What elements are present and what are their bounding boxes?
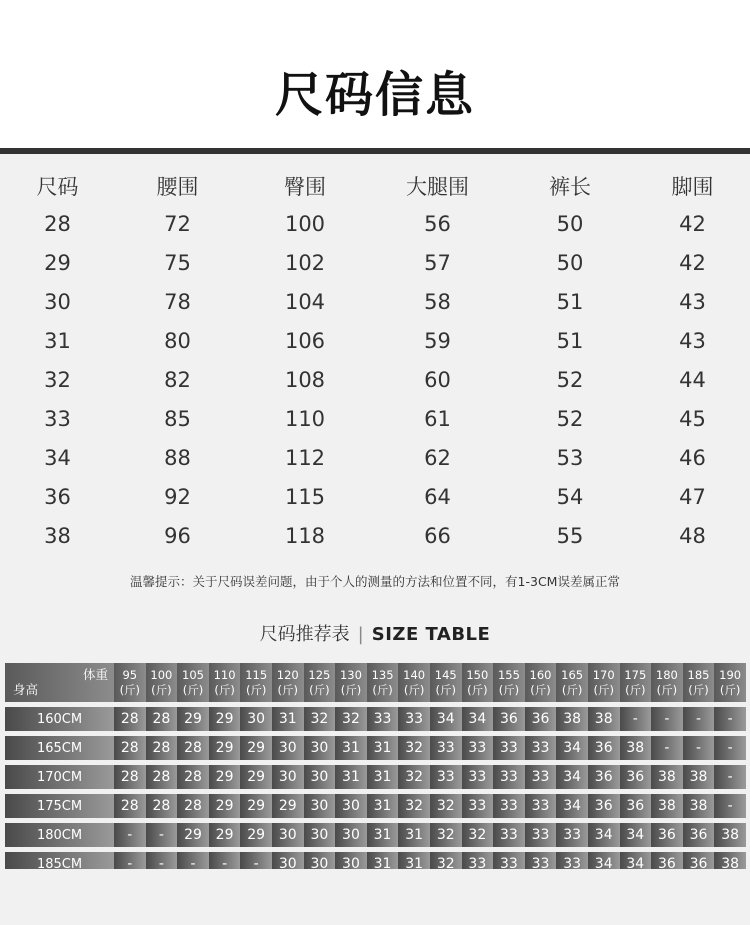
weight-header-cell	[114, 663, 146, 702]
size-cell: 33	[493, 765, 525, 789]
size-cell: 29	[177, 823, 209, 847]
table-cell: 36	[44, 484, 71, 509]
size-cell: 31	[367, 765, 399, 789]
height-cell: 175CM	[5, 794, 114, 818]
size-cell: 33	[493, 736, 525, 760]
weight-unit: (斤)	[245, 682, 267, 697]
table-cell: 61	[424, 406, 451, 431]
size-cell: 28	[114, 794, 146, 818]
size-cell: 38	[714, 852, 746, 869]
recommend-row	[5, 823, 746, 847]
size-cell: 38	[683, 794, 715, 818]
size-cell: 38	[714, 823, 746, 847]
size-cell: 33	[525, 852, 557, 869]
table-cell: 48	[679, 523, 706, 548]
size-cell: -	[620, 707, 652, 731]
size-cell: 30	[272, 823, 304, 847]
size-cell: 30	[335, 794, 367, 818]
size-cell: 38	[651, 765, 683, 789]
table-cell: 50	[556, 250, 584, 275]
weight-header-cell	[714, 663, 746, 702]
weight-header-cell	[462, 663, 494, 702]
weight-value: 145	[434, 667, 457, 682]
table-cell: 110	[284, 406, 326, 431]
table-row	[0, 243, 750, 282]
size-cell: 36	[651, 823, 683, 847]
corner-cell	[5, 663, 114, 702]
size-cell: 32	[398, 765, 430, 789]
size-cell: 32	[304, 707, 336, 731]
recommend-row	[5, 736, 746, 760]
weight-value: 155	[497, 667, 520, 682]
recommend-row	[5, 707, 746, 731]
size-cell: 33	[525, 823, 557, 847]
weight-unit: (斤)	[688, 682, 709, 697]
table-cell: 51	[556, 328, 584, 353]
recommend-header-row	[5, 663, 746, 702]
size-cell: 33	[398, 707, 430, 731]
size-cell: 29	[209, 794, 241, 818]
table-cell: 53	[556, 445, 584, 470]
table-cell: 104	[284, 289, 326, 314]
size-cell: -	[714, 765, 746, 789]
weight-value: 190	[719, 667, 742, 682]
weight-unit: (斤)	[498, 682, 520, 697]
size-cell: 32	[335, 707, 367, 731]
table-cell: 46	[679, 445, 706, 470]
size-cell: 29	[240, 765, 272, 789]
table-cell: 52	[556, 406, 584, 431]
column-header-thigh: 大腿围	[406, 175, 469, 199]
table-cell: 30	[44, 289, 71, 314]
table-cell: 108	[284, 367, 326, 392]
size-cell: -	[651, 736, 683, 760]
size-cell: 28	[114, 736, 146, 760]
weight-label: 体重	[83, 667, 109, 682]
divider	[0, 148, 750, 154]
column-header-hem: 脚围	[671, 175, 714, 199]
weight-header-cell	[335, 663, 367, 702]
table-cell: 66	[424, 523, 451, 548]
size-cell: -	[146, 852, 178, 869]
size-cell: 33	[462, 794, 494, 818]
size-cell: 33	[493, 852, 525, 869]
size-cell: 38	[651, 794, 683, 818]
table-row	[0, 321, 750, 360]
table-cell: 34	[44, 445, 71, 470]
table-cell: 55	[556, 523, 584, 548]
size-cell: -	[177, 852, 209, 869]
column-header-waist: 腰围	[156, 175, 199, 199]
weight-unit: (斤)	[151, 682, 172, 697]
table-cell: 115	[284, 484, 326, 509]
table-cell: 52	[556, 367, 584, 392]
table-row	[0, 477, 750, 516]
size-cell: -	[714, 794, 746, 818]
weight-unit: (斤)	[214, 682, 235, 697]
table-cell: 57	[424, 250, 451, 275]
weight-unit: (斤)	[467, 682, 488, 697]
size-cell: 34	[556, 794, 588, 818]
weight-header-cell	[525, 663, 557, 702]
table-cell: 43	[679, 289, 706, 314]
size-cell: 28	[177, 736, 209, 760]
weight-unit: (斤)	[403, 682, 425, 697]
weight-unit: (斤)	[119, 682, 141, 697]
weight-value: 185	[687, 667, 710, 682]
size-cell: 30	[272, 852, 304, 869]
size-cell: 33	[525, 794, 557, 818]
table-cell: 85	[164, 406, 191, 431]
column-header-hip: 臀围	[284, 175, 326, 199]
table-row	[0, 438, 750, 477]
weight-value: 165	[561, 667, 584, 682]
size-cell: 33	[462, 852, 494, 869]
size-cell: 30	[272, 736, 304, 760]
size-cell: 29	[240, 794, 272, 818]
size-cell: 30	[304, 794, 336, 818]
size-cell: 29	[209, 765, 241, 789]
size-cell: 33	[462, 736, 494, 760]
size-cell: 33	[367, 707, 399, 731]
size-table-header-row	[0, 168, 750, 204]
weight-unit: (斤)	[309, 682, 330, 697]
table-cell: 43	[679, 328, 706, 353]
size-cell: 34	[430, 707, 462, 731]
size-cell: 29	[209, 707, 241, 731]
size-cell: 31	[272, 707, 304, 731]
table-cell: 45	[679, 406, 706, 431]
table-cell: 51	[556, 289, 584, 314]
table-cell: 44	[679, 367, 706, 392]
table-row	[0, 516, 750, 555]
weight-header-cell	[493, 663, 525, 702]
recommend-row	[5, 765, 746, 789]
size-info-table	[0, 168, 750, 555]
table-cell: 112	[284, 445, 326, 470]
table-row	[0, 282, 750, 321]
height-cell: 170CM	[5, 765, 114, 789]
size-cell: 30	[335, 852, 367, 869]
weight-header-cell	[177, 663, 209, 702]
size-cell: 36	[683, 823, 715, 847]
height-label: 身高	[13, 682, 39, 697]
weight-unit: (斤)	[340, 682, 362, 697]
size-cell: -	[651, 707, 683, 731]
size-cell: 33	[525, 736, 557, 760]
table-cell: 58	[424, 289, 451, 314]
size-cell: 36	[620, 765, 652, 789]
weight-value: 175	[624, 667, 647, 682]
size-cell: -	[209, 852, 241, 869]
size-cell: 34	[588, 852, 620, 869]
size-cell: 28	[146, 794, 178, 818]
size-cell: 29	[240, 823, 272, 847]
size-cell: 31	[367, 736, 399, 760]
size-cell: 29	[272, 794, 304, 818]
weight-value: 180	[655, 667, 678, 682]
column-header-size: 尺码	[36, 175, 79, 199]
weight-header-cell	[398, 663, 430, 702]
weight-unit: (斤)	[593, 682, 614, 697]
weight-unit: (斤)	[625, 682, 646, 697]
table-cell: 118	[284, 523, 326, 548]
size-cell: 33	[525, 765, 557, 789]
weight-value: 160	[529, 667, 552, 682]
weight-value: 105	[182, 667, 204, 682]
weight-value: 150	[466, 667, 489, 682]
column-header-length: 裤长	[549, 175, 591, 199]
weight-unit: (斤)	[561, 682, 583, 697]
weight-unit: (斤)	[277, 682, 299, 697]
table-cell: 75	[164, 250, 191, 275]
size-cell: 28	[146, 736, 178, 760]
size-cell: 32	[430, 823, 462, 847]
size-cell: 33	[493, 794, 525, 818]
size-cell: -	[714, 736, 746, 760]
size-cell: 30	[272, 765, 304, 789]
size-cell: 28	[114, 707, 146, 731]
size-cell: 31	[367, 823, 399, 847]
size-cell: -	[683, 736, 715, 760]
size-cell: 36	[651, 852, 683, 869]
recommend-title-cn: 尺码推荐表	[259, 624, 350, 645]
size-cell: 33	[430, 765, 462, 789]
page-title: 尺码信息	[274, 67, 475, 123]
size-cell: 32	[398, 736, 430, 760]
size-cell: 30	[240, 707, 272, 731]
size-cell: 33	[556, 852, 588, 869]
size-cell: 31	[367, 852, 399, 869]
table-cell: 47	[679, 484, 706, 509]
table-cell: 50	[556, 211, 584, 236]
weight-value: 130	[339, 667, 362, 682]
recommend-title	[0, 620, 750, 646]
size-cell: 38	[588, 707, 620, 731]
table-cell: 78	[164, 289, 191, 314]
table-cell: 72	[164, 211, 191, 236]
table-cell: 62	[424, 445, 451, 470]
size-cell: 36	[588, 794, 620, 818]
weight-header-cell	[683, 663, 715, 702]
size-cell: 36	[683, 852, 715, 869]
size-cell: -	[146, 823, 178, 847]
size-cell: 29	[240, 736, 272, 760]
size-cell: 33	[430, 736, 462, 760]
weight-value: 135	[371, 667, 394, 682]
weight-value: 115	[245, 667, 268, 682]
size-cell: 28	[114, 765, 146, 789]
table-cell: 32	[44, 367, 71, 392]
table-cell: 28	[44, 211, 71, 236]
recommend-table	[5, 663, 746, 869]
table-row	[0, 399, 750, 438]
title-separator: |	[357, 624, 364, 645]
weight-header-cell	[146, 663, 178, 702]
size-cell: 28	[146, 765, 178, 789]
size-cell: 30	[335, 823, 367, 847]
weight-header-cell	[209, 663, 241, 702]
table-row	[0, 360, 750, 399]
table-cell: 54	[556, 484, 584, 509]
weight-header-cell	[240, 663, 272, 702]
size-cell: 32	[430, 794, 462, 818]
weight-header-cell	[304, 663, 336, 702]
table-cell: 92	[164, 484, 191, 509]
weight-value: 140	[403, 667, 426, 682]
weight-header-cell	[588, 663, 620, 702]
size-cell: 30	[304, 736, 336, 760]
size-cell: 32	[430, 852, 462, 869]
height-cell: 160CM	[5, 707, 114, 731]
weight-value: 170	[592, 667, 615, 682]
size-cell: 32	[398, 794, 430, 818]
size-cell: 31	[398, 852, 430, 869]
weight-unit: (斤)	[656, 682, 678, 697]
size-cell: 36	[493, 707, 525, 731]
size-cell: 38	[683, 765, 715, 789]
weight-unit: (斤)	[719, 682, 741, 697]
table-cell: 29	[44, 250, 71, 275]
size-cell: 33	[493, 823, 525, 847]
weight-value: 100	[150, 667, 173, 682]
size-cell: 34	[556, 736, 588, 760]
size-cell: 36	[588, 736, 620, 760]
recommend-title-en: SIZE TABLE	[371, 624, 491, 645]
size-cell: 34	[588, 823, 620, 847]
size-cell: 31	[335, 765, 367, 789]
weight-unit: (斤)	[435, 682, 456, 697]
size-cell: -	[683, 707, 715, 731]
weight-value: 120	[276, 667, 299, 682]
table-cell: 38	[44, 523, 71, 548]
weight-value: 110	[213, 667, 236, 682]
size-cell: 36	[620, 794, 652, 818]
size-cell: 29	[209, 823, 241, 847]
size-cell: 28	[146, 707, 178, 731]
table-row	[0, 204, 750, 243]
size-cell: 28	[177, 794, 209, 818]
table-cell: 102	[284, 250, 326, 275]
weight-unit: (斤)	[182, 682, 204, 697]
weight-header-cell	[651, 663, 683, 702]
recommend-table-wrapper	[5, 663, 746, 869]
table-cell: 100	[284, 211, 326, 236]
weight-unit: (斤)	[372, 682, 393, 697]
size-cell: 32	[462, 823, 494, 847]
size-cell: 33	[462, 765, 494, 789]
table-cell: 42	[679, 211, 706, 236]
size-cell: 30	[304, 852, 336, 869]
table-cell: 60	[424, 367, 451, 392]
recommend-row	[5, 794, 746, 818]
size-cell: -	[240, 852, 272, 869]
weight-header-cell	[430, 663, 462, 702]
weight-unit: (斤)	[530, 682, 551, 697]
size-cell: 36	[525, 707, 557, 731]
table-cell: 31	[44, 328, 71, 353]
size-cell: 38	[556, 707, 588, 731]
size-cell: 34	[620, 823, 652, 847]
size-cell: 34	[620, 852, 652, 869]
size-cell: 36	[588, 765, 620, 789]
recommend-row	[5, 852, 746, 869]
size-cell: 33	[556, 823, 588, 847]
size-cell: -	[114, 823, 146, 847]
weight-header-cell	[556, 663, 588, 702]
size-cell: -	[714, 707, 746, 731]
table-cell: 80	[164, 328, 191, 353]
size-cell: 34	[462, 707, 494, 731]
size-cell: 31	[367, 794, 399, 818]
weight-value: 95	[122, 667, 138, 682]
table-cell: 106	[284, 328, 326, 353]
table-cell: 64	[424, 484, 451, 509]
table-cell: 56	[424, 211, 451, 236]
size-cell: 28	[177, 765, 209, 789]
weight-header-cell	[272, 663, 304, 702]
size-cell: -	[114, 852, 146, 869]
table-cell: 96	[164, 523, 191, 548]
size-cell: 34	[556, 765, 588, 789]
weight-value: 125	[308, 667, 331, 682]
weight-header-cell	[367, 663, 399, 702]
size-cell: 38	[620, 736, 652, 760]
measurement-tip: 温馨提示：关于尺码误差问题，由于个人的测量的方法和位置不同，有1-3CM误差属正常	[130, 574, 620, 589]
size-cell: 29	[209, 736, 241, 760]
table-cell: 33	[44, 406, 71, 431]
height-cell: 180CM	[5, 823, 114, 847]
table-cell: 88	[164, 445, 191, 470]
table-cell: 82	[164, 367, 191, 392]
weight-header-cell	[620, 663, 652, 702]
height-cell: 165CM	[5, 736, 114, 760]
size-cell: 30	[304, 823, 336, 847]
size-cell: 29	[177, 707, 209, 731]
size-cell: 31	[335, 736, 367, 760]
table-cell: 42	[679, 250, 706, 275]
size-cell: 30	[304, 765, 336, 789]
table-cell: 59	[424, 328, 451, 353]
height-cell: 185CM	[5, 852, 114, 869]
size-cell: 31	[398, 823, 430, 847]
